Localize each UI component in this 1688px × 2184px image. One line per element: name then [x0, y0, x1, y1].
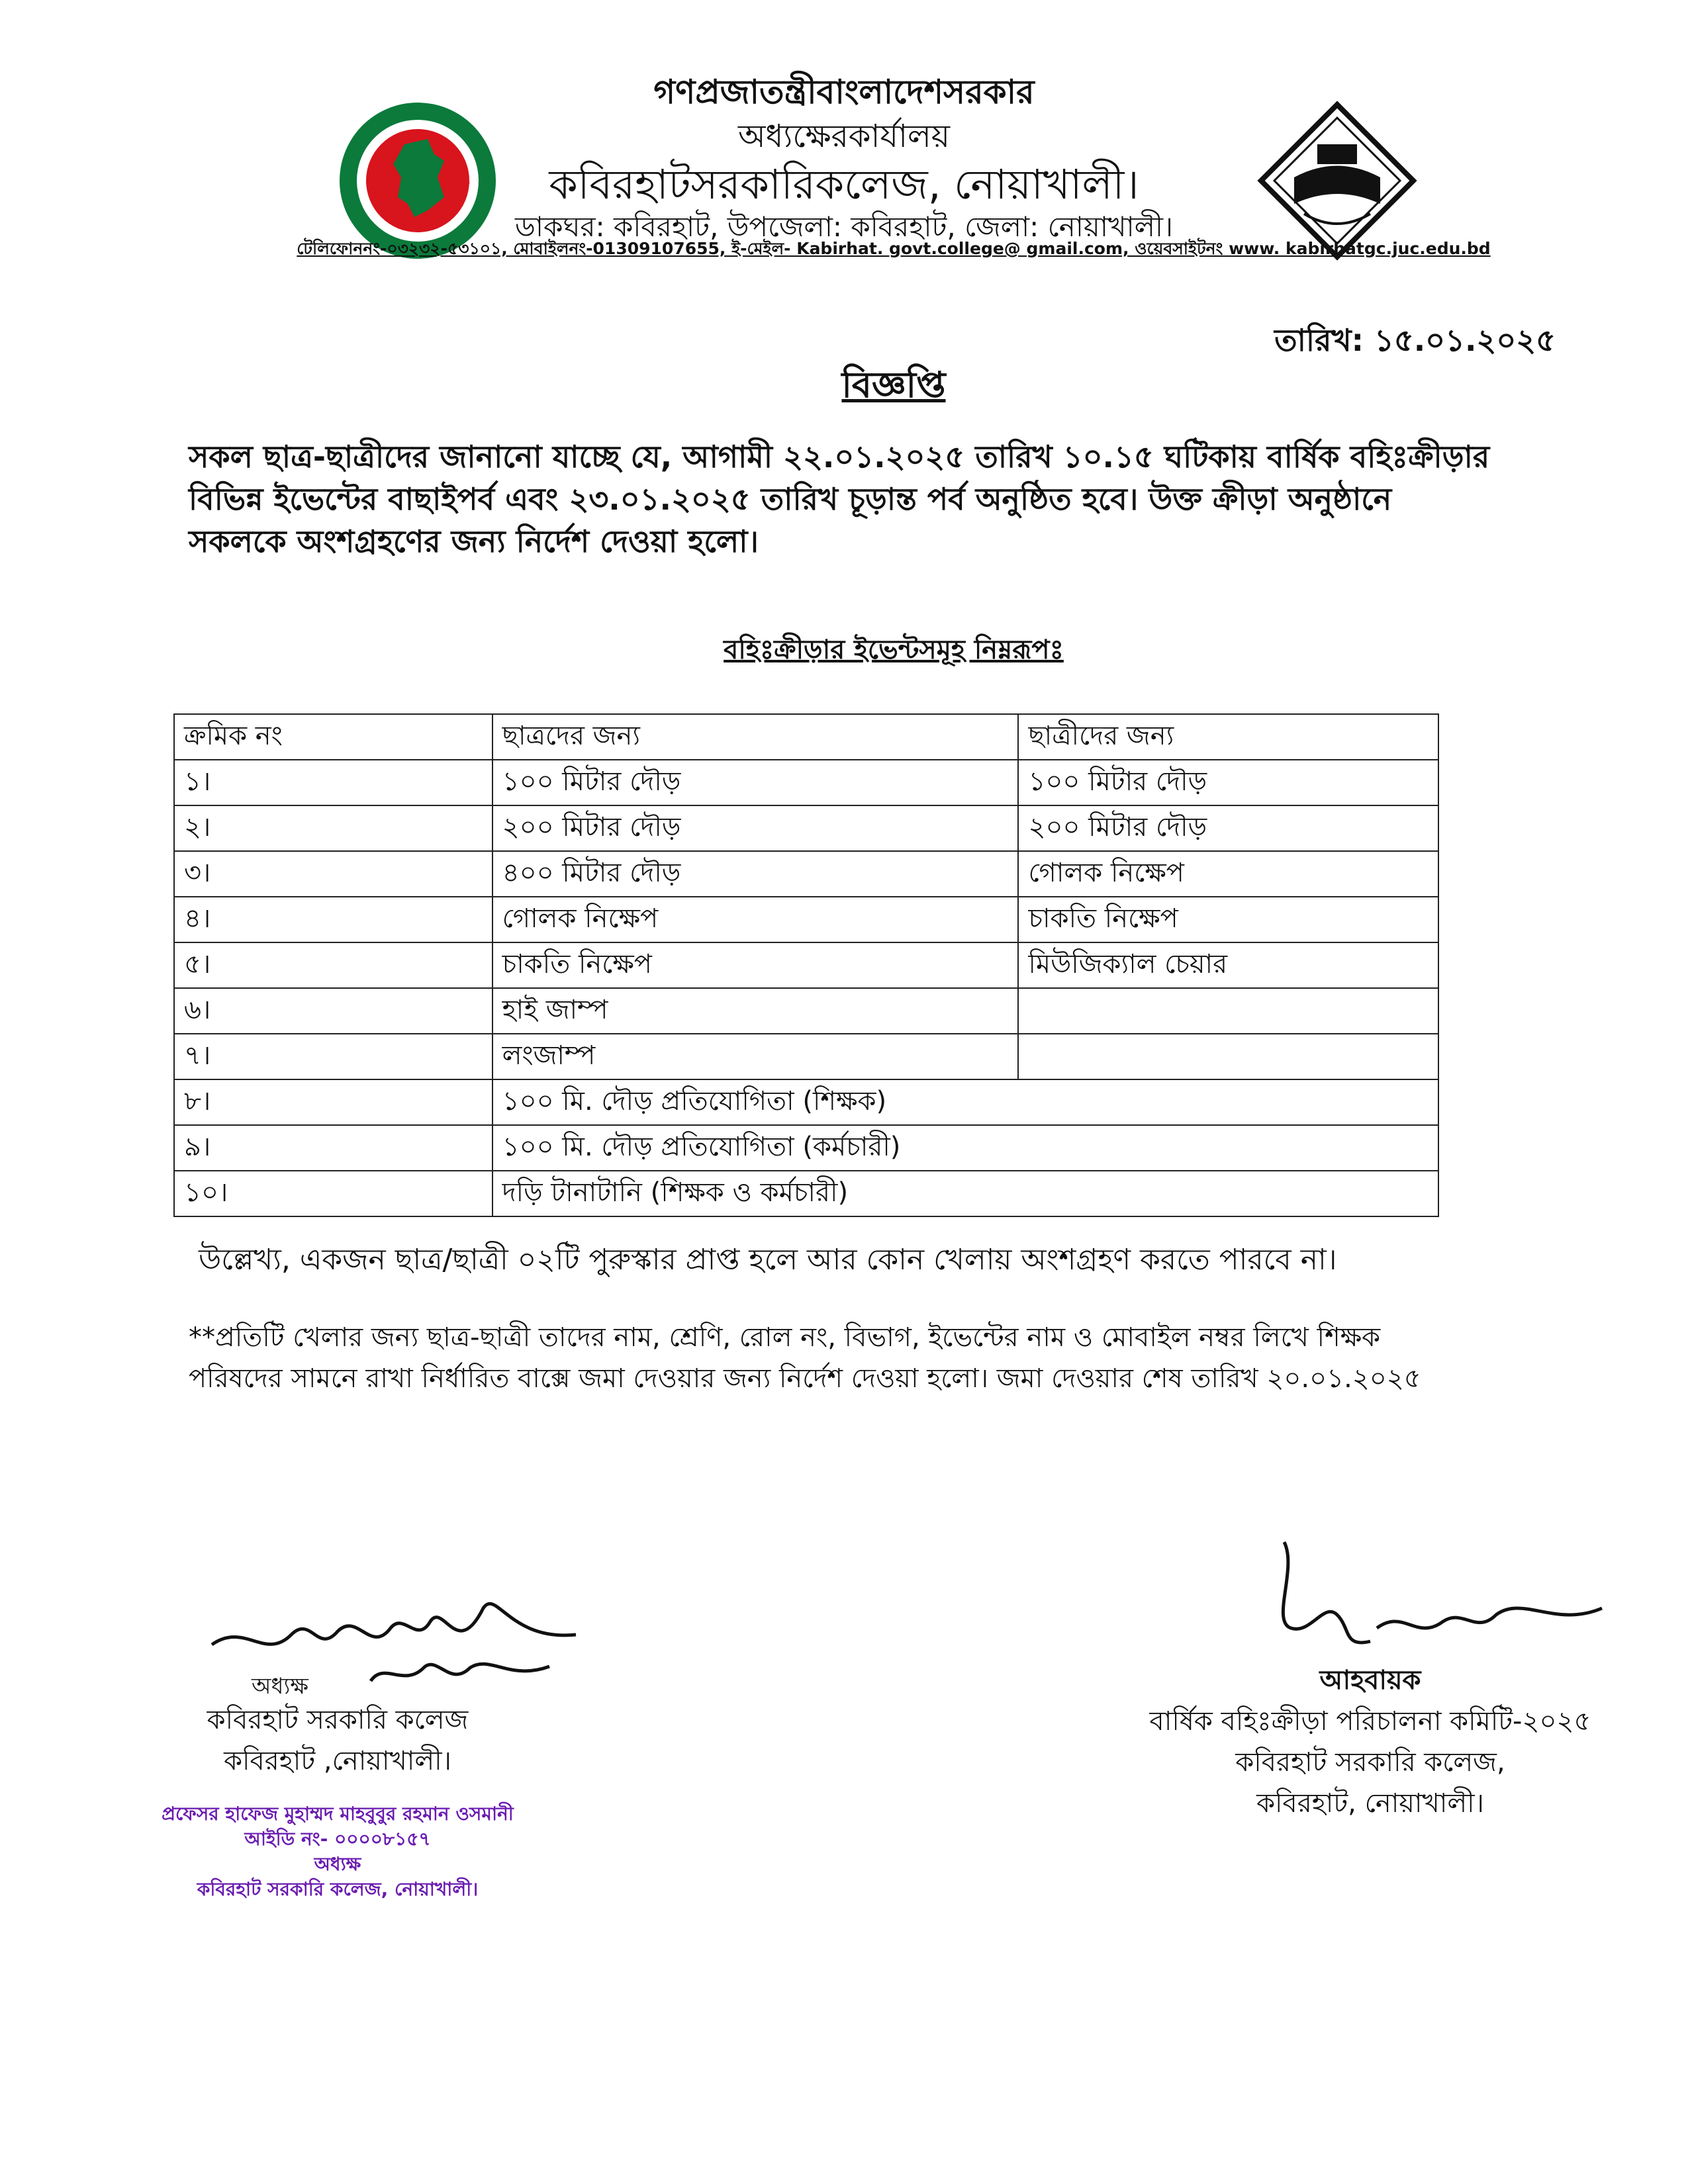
submission-instructions: [189, 1317, 1612, 1399]
table-cell-serial: ২।: [174, 805, 492, 851]
table-cell-boys: ১০০ মিটার দৌড়: [492, 760, 1019, 805]
table-cell-boys: হাই জাম্প: [492, 988, 1019, 1034]
table-cell-boys: ২০০ মিটার দৌড়: [492, 805, 1019, 851]
table-row: [174, 1079, 1438, 1125]
table-cell-serial: ১।: [174, 760, 492, 805]
intro-paragraph: [189, 435, 1599, 563]
principal-designation: অধ্যক্ষ: [252, 1673, 308, 1700]
college-name: কবিরহাটসরকারিকলেজ, নোয়াখালী।: [549, 160, 1139, 208]
convener-designation: আহবায়ক: [1319, 1665, 1421, 1696]
table-cell-serial: ৮।: [174, 1079, 492, 1125]
svg-text:★: ★: [458, 177, 471, 193]
table-cell-serial: ৯।: [174, 1125, 492, 1171]
table-cell-girls: চাকতি নিক্ষেপ: [1018, 897, 1438, 942]
stamp-name: প্রফেসর হাফেজ মুহাম্মদ মাহবুবুর রহমান ওসমানী: [162, 1803, 514, 1825]
principal-stamp: [93, 1801, 583, 1902]
column-header-boys: ছাত্রদের জন্য: [492, 714, 1019, 760]
convener-address-line: কবিরহাট, নোয়াখালী।: [1256, 1788, 1484, 1819]
table-row: [174, 897, 1438, 942]
table-cell-serial: ৫।: [174, 942, 492, 988]
table-cell-serial: ১০।: [174, 1171, 492, 1216]
table-cell-girls: ১০০ মিটার দৌড়: [1018, 760, 1438, 805]
office-name: অধ্যক্ষেরকার্যালয়: [737, 118, 951, 155]
stamp-college: কবিরহাট সরকারি কলেজ, নোয়াখালী।: [197, 1878, 479, 1900]
table-cell-serial: ৭।: [174, 1034, 492, 1079]
table-cell-girls: ২০০ মিটার দৌড়: [1018, 805, 1438, 851]
intro-line: বিভিন্ন ইভেন্টের বাছাইপর্ব এবং ২৩.০১.২০২৫ তারিখ চূড়ান্ত পর্ব অনুষ্ঠিত হবে। উক্ত ক্রীড়া অনুষ্ঠানে: [189, 481, 1392, 517]
principal-signature-block: [106, 1673, 569, 1782]
table-cell-boys: লংজাম্প: [492, 1034, 1019, 1079]
table-cell-serial: ৪।: [174, 897, 492, 942]
contact-info: টেলিফোননং-০৩২৩২-৫৩১০১, মোবাইলনং-01309107655, ই-মেইল- Kabirhat. govt.college@ gmail.com, ওয়েবসাইটনং www. kabirhatgc.juc.edu.bd: [297, 239, 1491, 258]
table-cell-serial: ৬।: [174, 988, 492, 1034]
table-cell-event: ১০০ মি. দৌড় প্রতিযোগিতা (কর্মচারী): [492, 1125, 1438, 1171]
column-header-serial: ক্রমিক নং: [174, 714, 492, 760]
convener-college-line: কবিরহাট সরকারি কলেজ,: [1235, 1747, 1505, 1778]
convener-signature-block: [1072, 1660, 1668, 1824]
stamp-designation: অধ্যক্ষ: [314, 1853, 361, 1875]
events-table: [173, 713, 1439, 1217]
table-row: [174, 942, 1438, 988]
events-heading: বহিঃক্রীড়ার ইভেন্টসমূহ নিম্নরূপঃ: [724, 635, 1064, 665]
column-header-girls: ছাত্রীদের জন্য: [1018, 714, 1438, 760]
table-cell-boys: চাকতি নিক্ষেপ: [492, 942, 1019, 988]
stamp-id: আইডি নং- ০০০০৮১৫৭: [244, 1828, 431, 1850]
table-cell-girls: মিউজিক্যাল চেয়ার: [1018, 942, 1438, 988]
prize-note: উল্লেখ্য, একজন ছাত্র/ছাত্রী ০২টি পুরুস্কার প্রাপ্ত হলে আর কোন খেলায় অংশগ্রহণ করতে পারবে না।: [199, 1243, 1337, 1277]
committee-name: বার্ষিক বহিঃক্রীড়া পরিচালনা কমিটি-২০২৫: [1149, 1706, 1591, 1737]
table-cell-boys: ৪০০ মিটার দৌড়: [492, 851, 1019, 897]
intro-line: সকল ছাত্র-ছাত্রীদের জানানো যাচ্ছে যে, আগামী ২২.০১.২০২৫ তারিখ ১০.১৫ ঘটিকায় বার্ষিক বহিঃক্রীড়ার: [189, 439, 1490, 475]
instruction-line: পরিষদের সামনে রাখা নির্ধারিত বাক্সে জমা দেওয়ার জন্য নির্দেশ দেওয়া হলো। জমা দেওয়ার শেষ তারিখ ২০.০১.২০২৫: [189, 1363, 1421, 1394]
principal-address-line: কবিরহাট ,নোয়াখালী।: [224, 1746, 451, 1776]
table-row: [174, 1125, 1438, 1171]
government-name: গণপ্রজাতন্ত্রীবাংলাদেশসরকার: [653, 73, 1035, 111]
table-row: [174, 1034, 1438, 1079]
table-header-row: [174, 714, 1438, 760]
instruction-line: **প্রতিটি খেলার জন্য ছাত্র-ছাত্রী তাদের নাম, শ্রেণি, রোল নং, বিভাগ, ইভেন্টের নাম ও মোবাইল নম্বর লিখে শিক্ষক: [189, 1322, 1381, 1353]
table-cell-girls: [1018, 988, 1438, 1034]
notice-title: বিজ্ঞপ্তি: [841, 364, 946, 406]
table-row: [174, 988, 1438, 1034]
convener-signature: [1244, 1529, 1615, 1661]
table-cell-boys: গোলক নিক্ষেপ: [492, 897, 1019, 942]
table-row: [174, 805, 1438, 851]
table-row: [174, 760, 1438, 805]
table-cell-event: দড়ি টানাটানি (শিক্ষক ও কর্মচারী): [492, 1171, 1438, 1216]
principal-college-line: কবিরহাট সরকারি কলেজ: [207, 1705, 469, 1735]
intro-line: সকলকে অংশগ্রহণের জন্য নির্দেশ দেওয়া হলো।: [189, 523, 759, 559]
table-cell-girls: [1018, 1034, 1438, 1079]
notice-date: তারিখ: ১৫.০১.২০২৫: [1274, 322, 1556, 358]
table-cell-serial: ৩।: [174, 851, 492, 897]
postal-address: ডাকঘর: কবিরহাট, উপজেলা: কবিরহাট, জেলা: নোয়াখালী।: [515, 210, 1173, 243]
table-row: [174, 1171, 1438, 1216]
table-cell-girls: গোলক নিক্ষেপ: [1018, 851, 1438, 897]
svg-text:★: ★: [365, 177, 378, 193]
table-cell-event: ১০০ মি. দৌড় প্রতিযোগিতা (শিক্ষক): [492, 1079, 1438, 1125]
table-row: [174, 851, 1438, 897]
